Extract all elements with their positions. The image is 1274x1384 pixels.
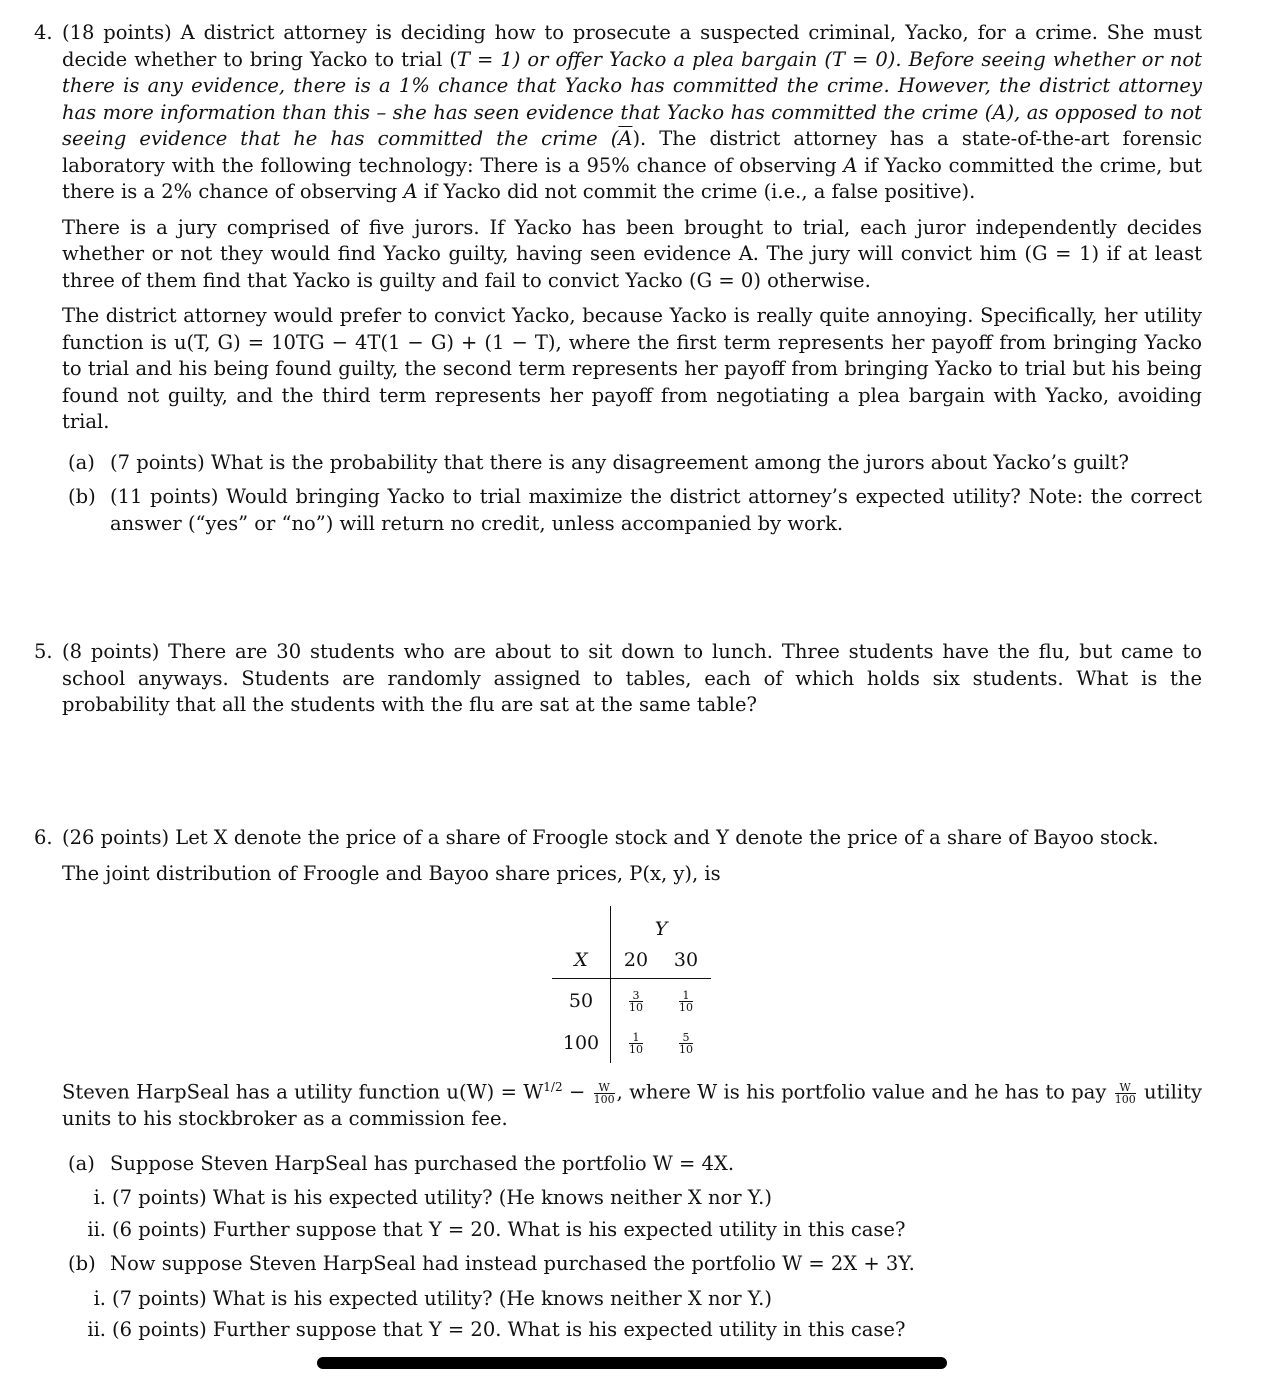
problem-number: 5. (34, 640, 53, 663)
problem-4-paragraph-3: The district attorney would prefer to convict Yacko, because Yacko is really quite annoying. Specifically, her utility function is u(T, G) = 10TG − 4T(1 − G) + (1 − T), where the first term represents her payoff from bringing Yacko to trial and his being found guilty, the second term represents her payoff from bringing Yacko to trial but his being found not guilty, and the third term represents her payoff from negotiating a plea bargain with Yacko, avoiding trial. (62, 304, 1202, 433)
problem-number: 4. (34, 21, 53, 44)
table-row (552, 979, 711, 1024)
problem-6-part-a-ii: ii. (6 points) Further suppose that Y = 20. What is his expected utility in this case? (87, 1217, 906, 1241)
home-indicator-bar[interactable] (317, 1357, 947, 1369)
row-header: 100 (562, 1031, 600, 1054)
column-header: 30 (661, 942, 711, 979)
joint-distribution-table (552, 906, 711, 1063)
problem-4-part-b: (b) (11 points) Would bringing Yacko to trial maximize the district attorney’s expected utility? Note: the correct answer (“yes” or “no”) will return no credit, unless accompanied by work. (68, 485, 1202, 535)
problem-number: 6. (34, 826, 53, 849)
fraction: $\frac{W}{100}$ (1114, 1080, 1136, 1106)
row-header: 50 (568, 989, 594, 1012)
column-variable: Y (654, 917, 668, 940)
probability-cell: $\frac{3}{10}$ (629, 989, 643, 1015)
row-variable: X (574, 948, 588, 971)
problem-6-intro-2: The joint distribution of Froogle and Bayoo share prices, P(x, y), is (62, 861, 721, 885)
problem-5-text: (8 points) There are 30 students who are about to sit down to lunch. Three students have the flu, but came to school anyways. Students are randomly assigned to tables, each of which holds six students. What is the probability that all the students with the flu are sat at the same table? (62, 640, 1202, 716)
problem-4-paragraph-2: There is a jury comprised of five jurors. If Yacko has been brought to trial, each juror independently decides whether or not they would find Yacko guilty, having seen evidence A. The jury will convict him (G = 1) if at least three of them find that Yacko is guilty and fail to convict Yacko (G = 0) otherwise. (62, 215, 1202, 292)
not-a-symbol: $\overline{A}$ (618, 127, 633, 150)
problem-6-part-b-i: i. (7 points) What is his expected utility? (He knows neither X nor Y.) (93, 1286, 772, 1310)
table-row (552, 1023, 711, 1063)
problem-6-part-b-ii: ii. (6 points) Further suppose that Y = 20. What is his expected utility in this case? (87, 1318, 906, 1341)
column-header: 20 (611, 942, 662, 979)
probability-cell: $\frac{1}{10}$ (629, 1031, 643, 1057)
problem-4-part-a: (a) (7 points) What is the probability that there is any disagreement among the jurors about Yacko’s guilt? (68, 450, 1129, 474)
probability-cell: $\frac{5}{10}$ (679, 1031, 693, 1057)
problem-5 (34, 639, 1202, 719)
problem-4 (34, 20, 1202, 545)
fraction: $\frac{W}{100}$ (593, 1080, 615, 1106)
probability-cell: $\frac{1}{10}$ (679, 989, 693, 1015)
problem-4-paragraph-1: (18 points) A district attorney is deciding how to prosecute a suspected criminal, Yacko, for a crime. She must decide whether to bring Yacko to trial (T = 1) or offer Yacko a plea bargain (T = 0). Before seeing whether or not there is any evidence, there is a 1% chance that Yacko has committed the crime. However, the district attorney has more information than this – she has seen evidence that Yacko has committed the crime (A), as opposed to not seeing evidence that he has committed the crime $(\overline{A})$. The district attorney has a state-of-the-art forensic laboratory with the following technology: There is a 95% chance of observing A if Yacko committed the crime, but there is a 2% chance of observing A if Yacko did not commit the crime (i.e., a false positive). (62, 21, 1203, 203)
problem-6-part-a: (a) Suppose Steven HarpSeal has purchased the portfolio W = 4X. (68, 1151, 735, 1175)
problem-6-part-a-i: i. (7 points) What is his expected utility? (He knows neither X nor Y.) (93, 1186, 772, 1209)
problem-6 (34, 825, 1202, 887)
utility-function-text: Steven HarpSeal has a utility function $u(W) = W^{1/2}$ − $\frac{W}{100}$ , where W is his portfolio value and he has to pay $\frac{W}{100}$ utility units to his stockbroker as a commission fee. (62, 1080, 1202, 1130)
problem-6-part-b: (b) Now suppose Steven HarpSeal had instead purchased the portfolio W = 2X + 3Y. (68, 1252, 915, 1275)
problem-6-continued (34, 1074, 1202, 1349)
problem-6-intro: (26 points) Let X denote the price of a share of Froogle stock and Y denote the price of a share of Bayoo stock. (62, 826, 1159, 849)
